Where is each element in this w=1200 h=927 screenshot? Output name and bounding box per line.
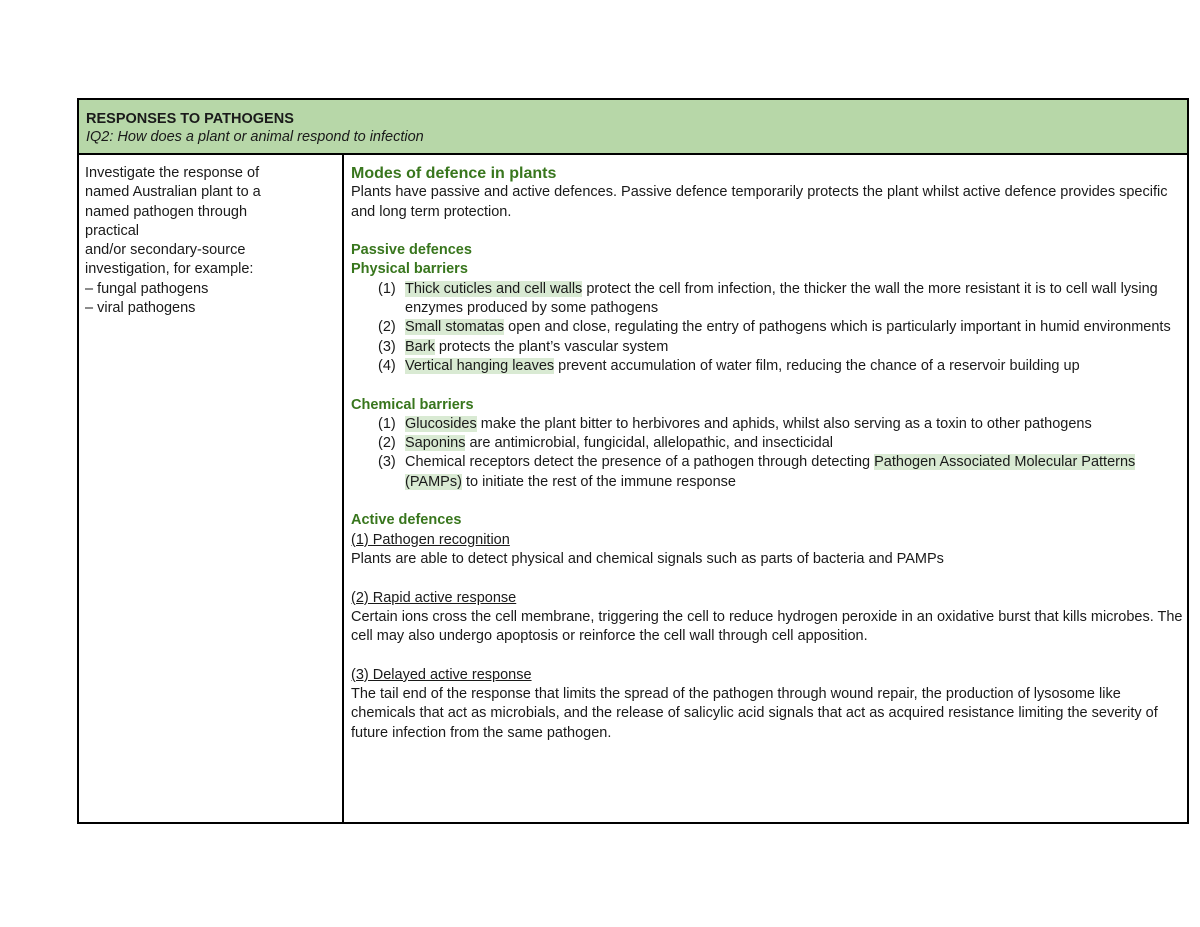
subsection-body: Plants are able to detect physical and chemical signals such as parts of bacteria and PAMPs <box>351 550 944 567</box>
page-title: RESPONSES TO PATHOGENS <box>86 111 294 127</box>
active-heading: Active defences <box>351 512 462 529</box>
syllabus-line: named pathogen through <box>85 203 248 220</box>
chemical-barriers-list <box>351 415 1183 492</box>
physical-barriers-list <box>351 280 1183 376</box>
syllabus-line: and/or secondary-source <box>85 242 246 259</box>
highlight: Glucosides <box>405 415 477 432</box>
list-item: (1) Glucosides make the plant bitter to herbivores and aphids, whilst also serving as a toxin to other pathogens <box>378 415 1092 432</box>
section-heading: Modes of defence in plants <box>351 165 557 182</box>
intro-paragraph: Plants have passive and active defences. Passive defence temporarily protects the plant whilst active defence provides specific and long term protection. <box>351 184 1168 220</box>
table-header <box>79 100 1187 155</box>
inquiry-question: IQ2: How does a plant or animal respond to infection <box>86 129 424 145</box>
highlight: Thick cuticles and cell walls <box>405 280 583 297</box>
subsection-title: (2) Rapid active response <box>351 589 517 606</box>
highlight: Saponins <box>405 435 466 452</box>
list-item: (4) Vertical hanging leaves prevent accumulation of water film, reducing the chance of a reservoir building up <box>378 357 1080 374</box>
chemical-heading: Chemical barriers <box>351 396 474 413</box>
content-table <box>77 98 1189 824</box>
subsection-body: The tail end of the response that limits the spread of the pathogen through wound repair, the production of lysosome like chemicals that act as microbials, and the release of salicylic acid signals that act as acquired resistance limiting the severity of future infection from the same pathogen. <box>351 686 1158 741</box>
syllabus-line: Investigate the response of <box>85 165 260 181</box>
syllabus-line: practical <box>85 222 139 239</box>
subsection-body: Certain ions cross the cell membrane, triggering the cell to reduce hydrogen peroxide in an oxidative burst that kills microbes. The cell may also undergo apoptosis or reinforce the cell wall through cell apposition. <box>351 608 1183 645</box>
passive-heading: Passive defences <box>351 242 472 259</box>
list-item: (2) Small stomatas open and close, regulating the entry of pathogens which is particularly important in humid environments <box>378 319 1171 336</box>
syllabus-column <box>79 155 344 822</box>
list-item: (2) Saponins are antimicrobial, fungicidal, allelopathic, and insecticidal <box>378 435 834 452</box>
notes-column <box>344 155 1187 822</box>
subsection-title: (1) Pathogen recognition <box>351 531 510 548</box>
highlight: Pathogen Associated Molecular Patterns (PAMPs) <box>405 454 1136 490</box>
physical-heading: Physical barriers <box>351 261 468 278</box>
syllabus-line: – viral pathogens <box>85 300 196 317</box>
syllabus-line: investigation, for example: <box>85 261 254 278</box>
syllabus-line: named Australian plant to a <box>85 184 261 201</box>
syllabus-line: – fungal pathogens <box>85 280 209 297</box>
subsection-title: (3) Delayed active response <box>351 666 532 683</box>
list-item: (3) Chemical receptors detect the presence of a pathogen through detecting Pathogen Associated Molecular Patterns (PAMPs) to initiate the rest of the immune response <box>378 454 1136 490</box>
highlight: Small stomatas <box>405 319 505 336</box>
list-item: (3) Bark protects the plant’s vascular system <box>378 338 669 355</box>
list-item: (1) Thick cuticles and cell walls protect the cell from infection, the thicker the wall the more resistant it is to cell wall lysing enzymes produced by some pathogens <box>378 280 1158 317</box>
highlight: Vertical hanging leaves <box>405 357 555 374</box>
highlight: Bark <box>405 338 435 355</box>
